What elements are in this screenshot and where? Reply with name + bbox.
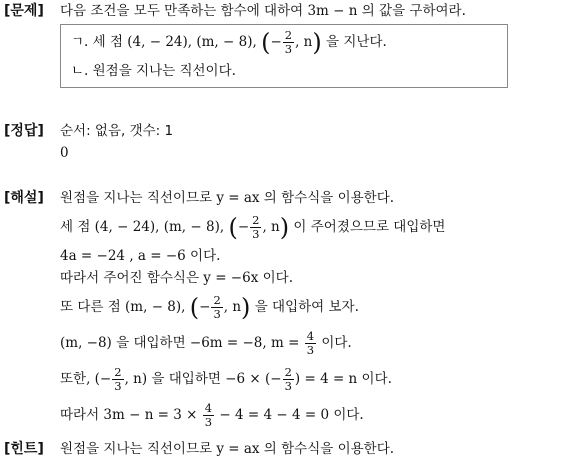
fraction-numerator: 2 [213,293,221,307]
explanation-line-2-prefix: 세 점 (4, − 24), (m, − 8), [60,219,225,235]
fraction [283,29,294,56]
fraction-numerator: 2 [114,365,122,379]
explanation-line-6-suffix: 이다. [321,335,352,351]
explanation-line-2-suffix: 이 주어졌으므로 대입하면 [293,219,446,235]
fraction-denominator: 3 [204,415,213,429]
paren-close: ) [279,213,290,242]
fraction-denominator: 3 [306,343,315,357]
fraction-numerator: 2 [284,365,292,379]
point-tail: , n [223,299,242,315]
fraction-denominator: 3 [213,307,221,321]
explanation-line-1: 원점을 지나는 직선이므로 y = ax 의 함수식을 이용한다. [60,190,395,206]
explanation-line-2 [60,209,560,245]
paren-close: ) [241,293,251,322]
fraction [283,366,294,393]
explanation-line-7 [60,361,560,397]
explanation-line-7-mid: , n) 을 대입하면 −6 × (− [124,371,282,387]
condition-1-points: ㄱ. 세 점 (4, − 24), (m, − 8), [71,34,257,50]
paren-close: ) [312,28,322,57]
paren-open: ( [189,293,200,322]
point-tail: , n [295,34,313,50]
hint-section [4,438,560,460]
explanation-line-5-prefix: 또 다른 점 (m, − 8), [60,299,186,315]
explanation-line-3: 4a = −24 , a = −6 이다. [60,248,221,264]
fraction [112,366,123,393]
fraction-denominator: 3 [252,227,260,241]
fraction [203,402,214,429]
explanation-line-6-prefix: (m, −8) 을 대입하면 −6m = −8, m = [60,335,300,351]
point-tail: , n [262,219,280,235]
problem-question: 다음 조건을 모두 만족하는 함수에 대하여 3m − n 의 값을 구하여라. [60,3,466,19]
explanation-line-5 [60,289,560,325]
explanation-line-4: 따라서 주어진 함수식은 y = −6x 이다. [60,270,293,286]
fraction-denominator: 3 [284,379,292,393]
fraction [211,294,222,321]
paren-open: ( [228,213,238,242]
conditions-box [60,24,508,88]
explanation-line-8-prefix: 따라서 3m − n = 3 × [60,407,198,423]
explanation-line-8-suffix: − 4 = 4 − 4 = 0 이다. [219,407,364,423]
explanation-line-7-prefix: 또한, (− [60,371,112,387]
minus-sign: − [237,219,250,235]
problem-label: [문제] [4,3,44,19]
fraction-numerator: 4 [306,329,315,343]
fraction-numerator: 2 [284,28,293,42]
fraction [250,214,261,241]
answer-label: [정답] [4,123,44,139]
hint-text: 원점을 지나는 직선이므로 y = ax 의 함수식을 이용한다. [60,441,395,457]
explanation-label: [해설] [4,190,44,206]
condition-2: ㄴ. 원점을 지나는 직선이다. [71,63,236,79]
hint-label: [힌트] [4,441,44,457]
explanation-line-6 [60,325,560,361]
explanation-line-5-suffix: 을 대입하여 보자. [254,299,359,315]
answer-line-2: 0 [60,145,69,161]
minus-sign: − [270,34,282,50]
fraction [305,330,316,357]
paren-open: ( [261,28,271,57]
explanation-line-7-suffix: ) = 4 = n 이다. [294,371,392,387]
fraction-numerator: 2 [252,213,260,227]
explanation-section [4,187,560,429]
explanation-line-8 [60,397,560,433]
condition-1-suffix: 을 지난다. [326,34,387,50]
problem-section [4,0,560,92]
fraction-denominator: 3 [114,379,122,393]
answer-section [4,120,560,168]
minus-sign: − [199,299,211,315]
answer-line-1: 순서: 없음, 갯수: 1 [60,123,174,139]
fraction-denominator: 3 [284,42,293,56]
condition-1 [71,28,497,57]
fraction-numerator: 4 [204,401,213,415]
